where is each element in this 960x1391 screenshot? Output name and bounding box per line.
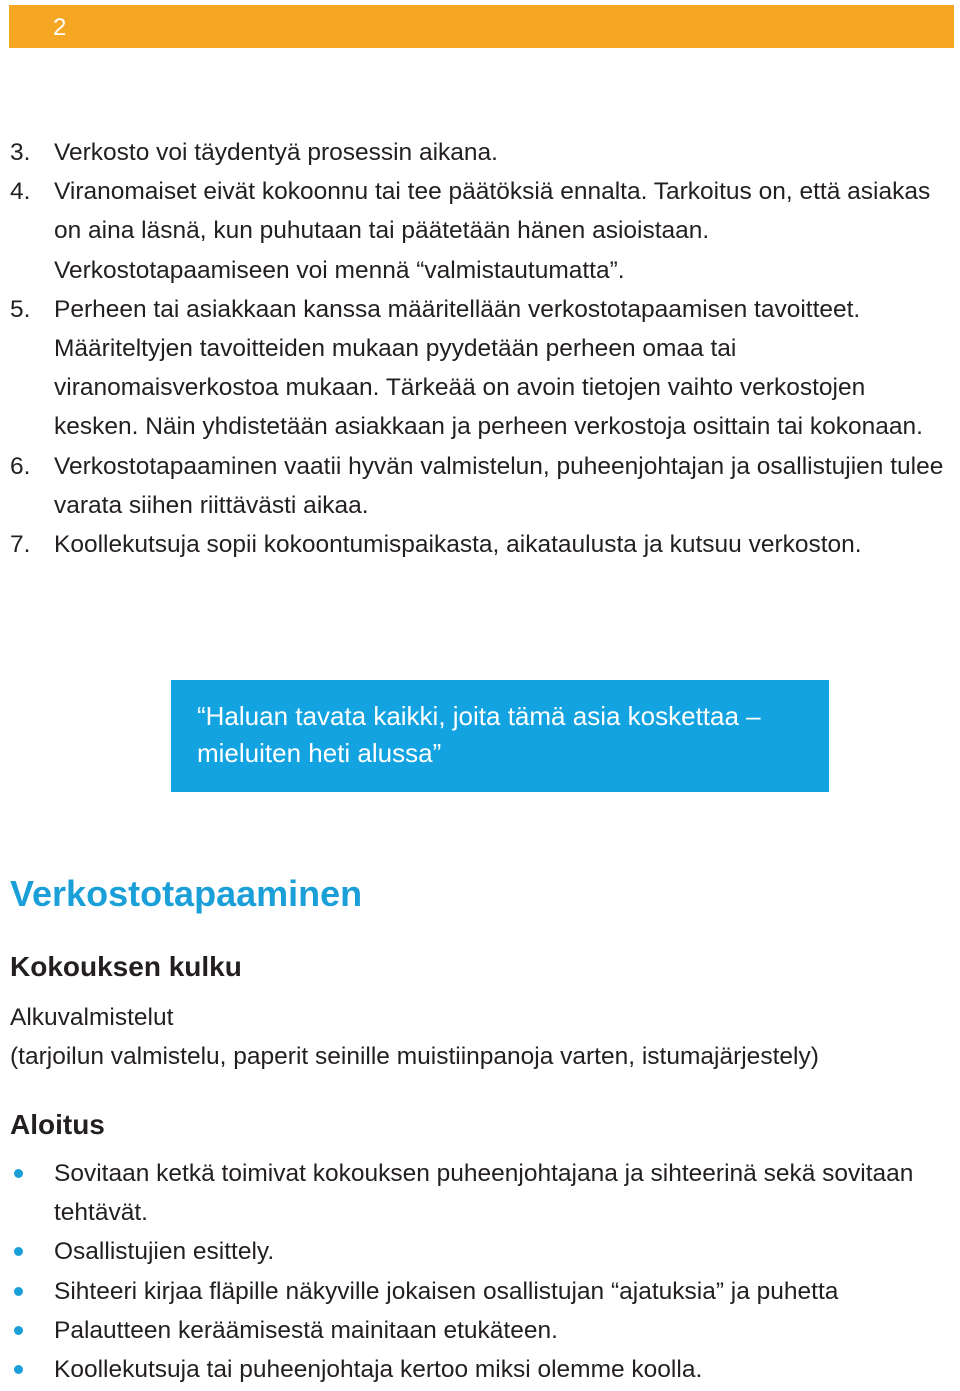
bullet-item: [10, 1232, 955, 1271]
numbered-list: [10, 133, 945, 564]
meeting-heading: Kokouksen kulku: [10, 951, 242, 982]
bullet-text: Osallistujien esittely.: [54, 1238, 275, 1266]
list-item: [10, 447, 945, 525]
bullet-icon: [14, 1326, 23, 1335]
list-item: [10, 133, 945, 172]
bullet-item: [10, 1272, 955, 1311]
bullet-icon: [14, 1287, 23, 1296]
section-title: Verkostotapaaminen: [10, 873, 363, 914]
header-bar: [9, 5, 954, 48]
list-item: [10, 525, 945, 564]
list-item-number: 3.: [10, 139, 31, 166]
list-item-number: 7.: [10, 531, 31, 559]
bullet-item: [10, 1154, 955, 1232]
list-item-text: Verkosto voi täydentyä prosessin aikana.: [54, 139, 498, 166]
quote-text: “Haluan tavata kaikki, joita tämä asia koskettaa – mieluiten heti alussa”: [197, 701, 761, 768]
list-item-number: 6.: [10, 452, 31, 480]
bullet-item: [10, 1311, 955, 1350]
prep-detail: (tarjoilun valmistelu, paperit seinille muistiinpanoja varten, istumajärjestely): [10, 1043, 819, 1070]
bullet-text: Palautteen keräämisestä mainitaan etukäteen.: [54, 1316, 558, 1344]
quote-box: [171, 680, 829, 792]
page-number: 2: [53, 14, 67, 41]
start-heading: Aloitus: [10, 1109, 105, 1140]
list-item-number: 4.: [10, 178, 31, 206]
prep-title: Alkuvalmistelut: [10, 1004, 174, 1031]
bullet-text: Koollekutsuja tai puheenjohtaja kertoo miksi olemme koolla.: [54, 1356, 703, 1384]
list-item-number: 5.: [10, 295, 31, 323]
list-item: [10, 172, 945, 290]
bullet-icon: [14, 1247, 23, 1256]
list-item-text: Koollekutsuja sopii kokoontumispaikasta, aikataulusta ja kutsuu verkoston.: [54, 531, 862, 559]
bullet-list: [10, 1154, 955, 1389]
list-item: [10, 290, 945, 447]
list-item-text: Perheen tai asiakkaan kanssa määritellään verkostotapaamisen tavoitteet. Määriteltyjen tavoitteiden mukaan pyydetään perheen omaa tai viranomaisverkostoa mukaan. Tärkeää on avoin tietojen vaihto verkostojen kesken. Näin yhdistetään asiakkaan ja perheen verkostoja osittain tai kokonaan.: [54, 295, 923, 441]
bullet-text: Sovitaan ketkä toimivat kokouksen puheenjohtajana ja sihteerinä sekä sovitaan tehtävät.: [54, 1160, 914, 1227]
list-item-text: Viranomaiset eivät kokoonnu tai tee päätöksiä ennalta. Tarkoitus on, että asiakas on aina läsnä, kun puhutaan tai päätetään hänen asioistaan. Verkostotapaamiseen voi mennä “valmistautumatta”.: [54, 178, 931, 284]
bullet-icon: [14, 1169, 23, 1178]
list-item-text: Verkostotapaaminen vaatii hyvän valmistelun, puheenjohtajan ja osallistujien tulee varata siihen riittävästi aikaa.: [54, 452, 944, 519]
bullet-item: [10, 1350, 955, 1389]
bullet-icon: [14, 1365, 23, 1374]
bullet-text: Sihteeri kirjaa fläpille näkyville jokaisen osallistujan “ajatuksia” ja puhetta: [54, 1277, 839, 1305]
